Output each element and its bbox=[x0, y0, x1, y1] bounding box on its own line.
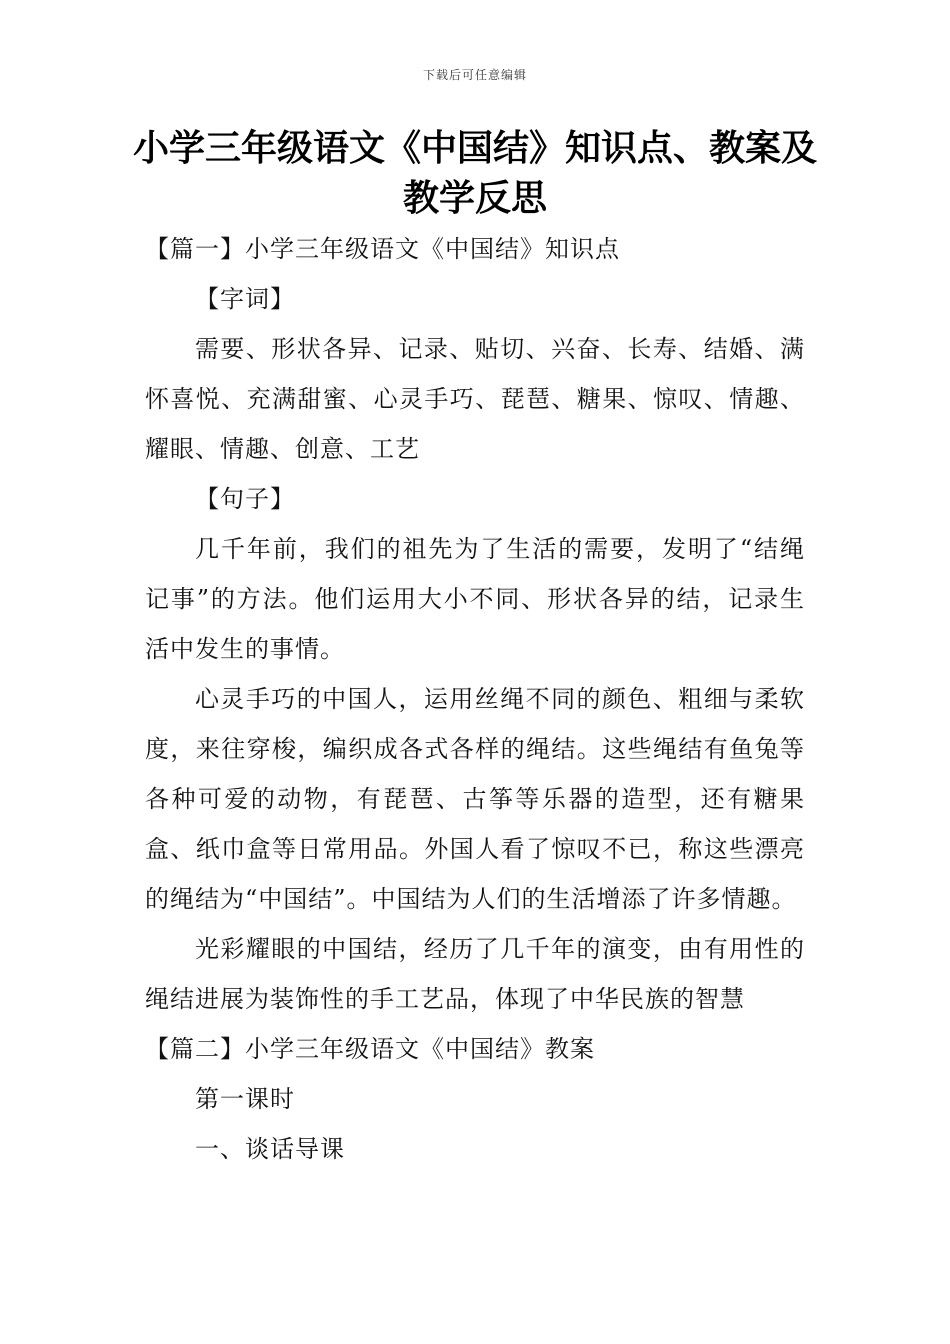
lesson-label: 第一课时 bbox=[195, 1085, 295, 1113]
subheading-sentences: 【句子】 bbox=[195, 485, 295, 513]
section-heading-2: 【篇二】小学三年级语文《中国结》教案 bbox=[145, 1035, 595, 1063]
header-note: 下载后可任意编辑 bbox=[422, 68, 527, 82]
paragraph-sentence-2: 心灵手巧的中国人，运用丝绳不同的颜色、粗细与柔软度，来往穿梭，编织成各式各样的绳结。这些绳结有鱼兔等各种可爱的动物，有琵琶、古筝等乐器的造型，还有糖果盒、纸巾盒等日常用品。外国人看了惊叹不已，称这些漂亮的绳结为“中国结”。中国结为人们的生活增添了许多情趣。 bbox=[145, 685, 805, 913]
document-title: 小学三年级语文《中国结》知识点、教案及教学反思 bbox=[132, 128, 817, 219]
subheading-words: 【字词】 bbox=[195, 285, 295, 313]
paragraph-words: 需要、形状各异、记录、贴切、兴奋、长寿、结婚、满怀喜悦、充满甜蜜、心灵手巧、琵琶、糖果、惊叹、情趣、耀眼、情趣、创意、工艺 bbox=[145, 335, 805, 463]
document-body bbox=[145, 224, 805, 1174]
paragraph-sentence-3: 光彩耀眼的中国结，经历了几千年的演变，由有用性的绳结进展为装饰性的手工艺品，体现了中华民族的智慧 bbox=[145, 935, 805, 1013]
section-heading-1: 【篇一】小学三年级语文《中国结》知识点 bbox=[145, 235, 620, 263]
lesson-step: 一、谈话导课 bbox=[195, 1135, 345, 1163]
paragraph-sentence-1: 几千年前，我们的祖先为了生活的需要，发明了“结绳记事”的方法。他们运用大小不同、形状各异的结，记录生活中发生的事情。 bbox=[145, 535, 805, 663]
